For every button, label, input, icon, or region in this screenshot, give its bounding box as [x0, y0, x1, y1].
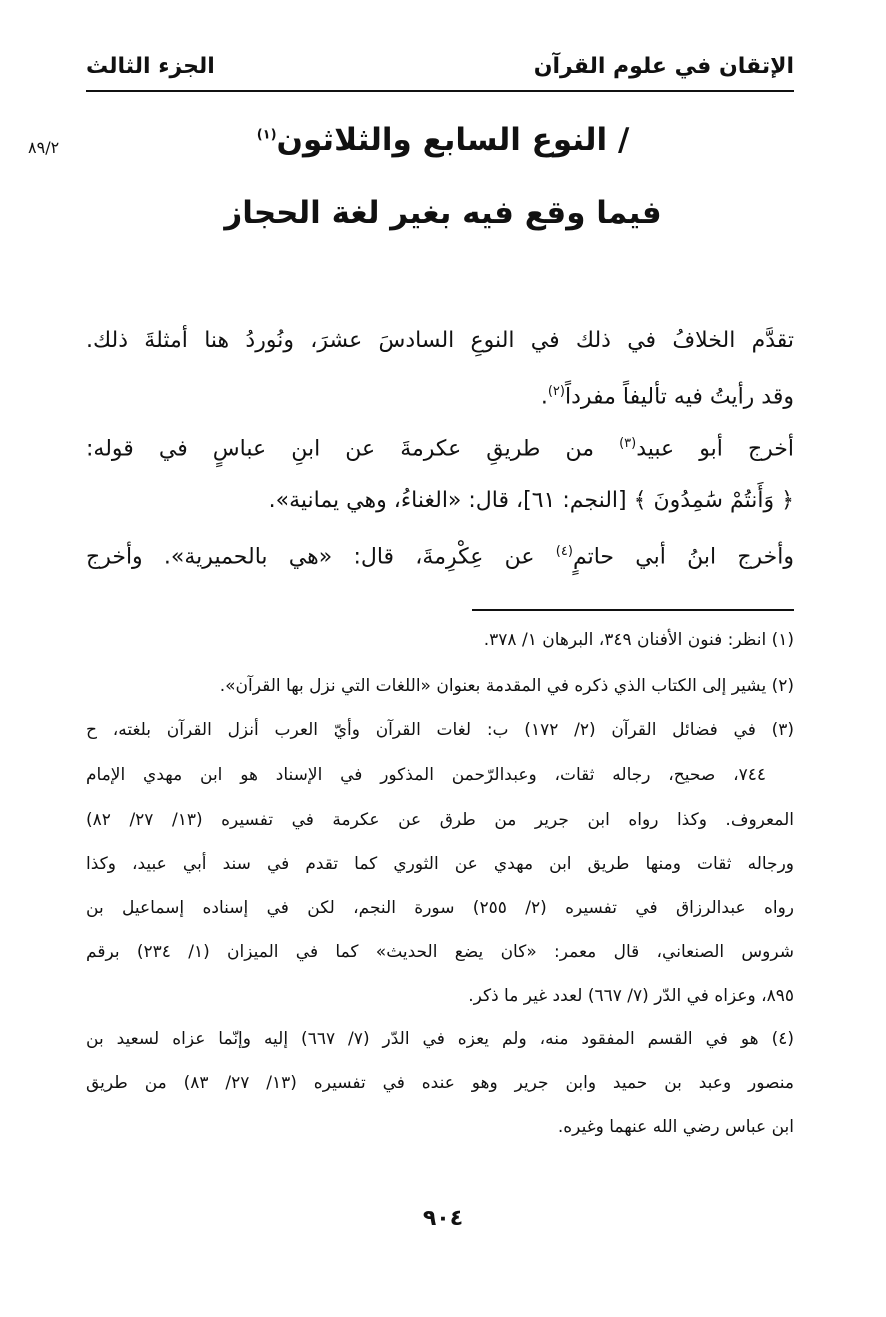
- footnote-4-line: منصور وعبد بن حميد وابن جرير وهو عنده في تفسيره (١٣/ ٢٧/ ٨٣) من طريق: [86, 1073, 794, 1093]
- body-line-text: وأخرج ابنُ أبي حاتمٍ: [572, 544, 795, 570]
- footnote-3-line: ورجاله ثقات ومنها طريق ابن مهدي عن الثوري كما تقدم في سند أبي عبيد، وكذا: [86, 854, 794, 874]
- footnote-3-line: المعروف. وكذا رواه ابن جرير من طرق عن عكرمة في تفسيره (١٣/ ٢٧/ ٨٢): [86, 810, 794, 830]
- chapter-title: [92, 122, 794, 158]
- footnote-2: (٢) يشير إلى الكتاب الذي ذكره في المقدمة بعنوان «اللغات التي نزل بها القرآن».: [219, 676, 794, 696]
- body-line-end: .: [540, 384, 548, 410]
- footnote-3-line: شروس الصنعاني، قال معمر: «كان يضع الحديث» كما في الميزان (١/ ٢٣٤) برقم: [86, 942, 794, 962]
- running-header: [86, 50, 794, 92]
- footnote-4-line: ابن عباس رضي الله عنهما وغيره.: [557, 1117, 794, 1137]
- body-line-text: أخرج أبو عبيد: [636, 436, 794, 462]
- footnote-marker: (١): [256, 127, 277, 143]
- footnote-3-line: ٨٩٥، وعزاه في الدّر (٧/ ٦٦٧) لعدد غير ما ذكر.: [468, 986, 794, 1006]
- body-line: [86, 544, 794, 569]
- body-line-text: عن عِكْرِمةَ، قال: «هي بالحميرية». وأخرج: [86, 544, 556, 570]
- footnote-marker: (٢): [547, 384, 565, 399]
- body-line-text: [النجم: ٦١]، قال: «الغناءُ، وهي يمانية».: [268, 488, 634, 513]
- margin-reference: ٨٩/٢: [28, 138, 60, 157]
- book-title: الإتقان في علوم القرآن: [533, 54, 794, 79]
- body-line-text: وقد رأيتُ فيه تأليفاً مفرداً: [564, 384, 794, 410]
- body-line: تقدَّم الخلافُ في ذلك في النوعِ السادسَ عشرَ، ونُوردُ هنا أمثلةَ ذلك.: [86, 328, 794, 353]
- footnote-marker: (٤): [555, 544, 573, 559]
- footnote-3-line: (٣) في فضائل القرآن (٢/ ١٧٢) ب: لغات القرآن وأيّ العرب أنزل القرآن بلغته، ح: [86, 720, 794, 740]
- chapter-subtitle: فيما وقع فيه بغير لغة الحجاز: [224, 195, 662, 231]
- quran-verse: ﴿ وَأَنتُمْ سَٰمِدُونَ ﴾: [633, 488, 794, 513]
- footnote-3-line: رواه عبدالرزاق في تفسيره (٢/ ٢٥٥) سورة النجم، لكن في إسناده إسماعيل بن: [86, 898, 794, 918]
- page-number: ٩٠٤: [422, 1206, 464, 1231]
- body-line-text: من طريقِ عكرمةَ عن ابنِ عباسٍ في قوله:: [86, 436, 620, 462]
- footnote-3-line: ٧٤٤، صحيح، رجاله ثقات، وعبدالرّحمن المذكور في الإسناد هو ابن مهدي الإمام: [86, 765, 766, 785]
- part-label: الجزء الثالث: [86, 54, 215, 79]
- body-line: [269, 488, 794, 513]
- footnote-1: (١) انظر: فنون الأفنان ٣٤٩، البرهان ١/ ٣٧٨.: [483, 630, 794, 650]
- footnote-4-line: (٤) هو في القسم المفقود منه، ولم يعزه في الدّر (٧/ ٦٦٧) إليه وإنّما عزاه لسعيد بن: [86, 1029, 794, 1049]
- body-line: [541, 384, 794, 409]
- footnote-marker: (٣): [619, 436, 637, 451]
- chapter-title-text: / النوع السابع والثلاثون: [276, 122, 630, 158]
- footnote-separator: [472, 609, 794, 611]
- body-line: [86, 436, 794, 461]
